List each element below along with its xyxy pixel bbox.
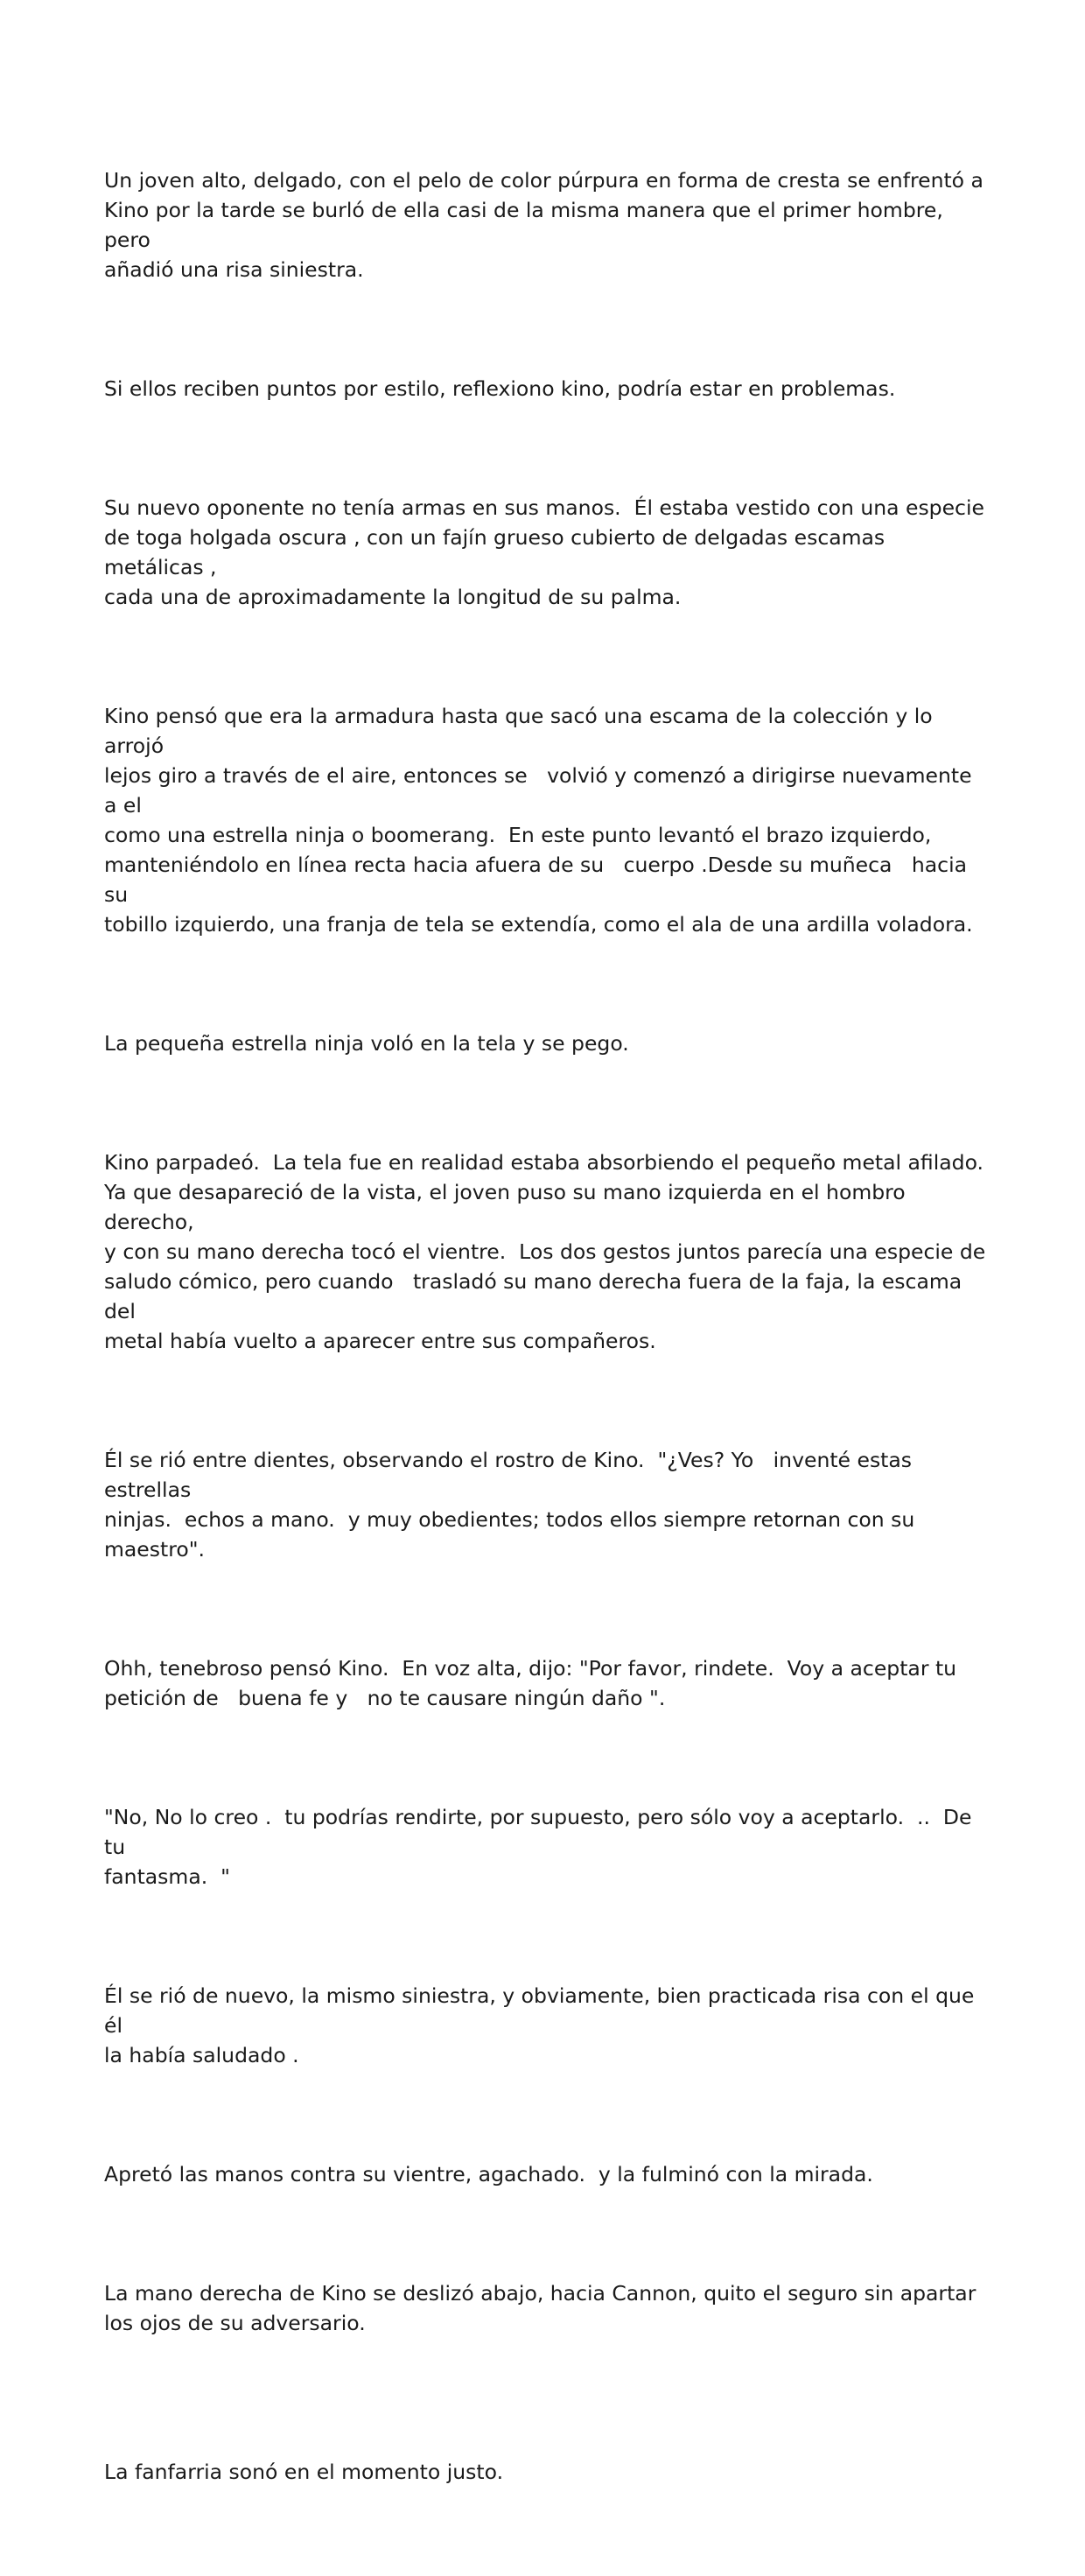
- paragraph: Él se rió de nuevo, la mismo siniestra, y obviamente, bien practicada risa con el que él la había saludado .: [104, 1983, 975, 2067]
- paragraph: Ohh, tenebroso pensó Kino. En voz alta, dijo: "Por favor, rindete. Voy a aceptar tu petición de buena fe y no te causare ningún daño ".: [104, 1656, 957, 1710]
- paragraph: Apretó las manos contra su vientre, agachado. y la fulminó con la mirada.: [104, 2162, 873, 2186]
- body-text: [104, 106, 988, 2576]
- paragraph: Kino parpadeó. La tela fue en realidad estaba absorbiendo el pequeño metal afilado. Ya que desapareció de la vista, el joven puso su mano izquierda en el hombro derecho, y con su mano derecha tocó el vientre. Los dos gestos juntos parecía una especie de saludo cómico, pero cuando trasladó su mano derecha fuera de la faja, la escama del metal había vuelto a aparecer entre sus compañeros.: [104, 1150, 986, 1353]
- paragraph: La pequeña estrella ninja voló en la tela y se pego.: [104, 1031, 629, 1056]
- paragraph: La fanfarria sonó en el momento justo.: [104, 2460, 504, 2484]
- paragraph: Un joven alto, delgado, con el pelo de color púrpura en forma de cresta se enfrentó a Kino por la tarde se burló de ella casi de la misma manera que el primer hombre, pero añadió una risa siniestra.: [104, 168, 984, 282]
- paragraph: Kino pensó que era la armadura hasta que sacó una escama de la colección y lo arrojó lejos giro a través de el aire, entonces se volvió y comenzó a dirigirse nuevamente a el como una estrella ninja o boomerang. En este punto levantó el brazo izquierdo, manteniéndolo en línea recta hacia afuera de su cuerpo .Desde su muñeca hacia su tobillo izquierdo, una franja de tela se extendía, como el ala de una ardilla voladora.: [104, 704, 973, 937]
- paragraph: La mano derecha de Kino se deslizó abajo, hacia Cannon, quito el seguro sin apartar los ojos de su adversario.: [104, 2281, 976, 2335]
- paragraph: Él se rió entre dientes, observando el rostro de Kino. "¿Ves? Yo inventé estas estrellas ninjas. echos a mano. y muy obedientes; todos ellos siempre retornan con su maestro".: [104, 1448, 915, 1562]
- paragraph: Su nuevo oponente no tenía armas en sus manos. Él estaba vestido con una especie de toga holgada oscura , con un fajín grueso cubierto de delgadas escamas metálicas , cada una de aproximadamente la longitud de su palma.: [104, 495, 984, 609]
- paragraph: "No, No lo creo . tu podrías rendirte, por supuesto, pero sólo voy a aceptarlo. .. De tu fantasma. ": [104, 1805, 972, 1889]
- paragraph: Si ellos reciben puntos por estilo, reflexiono kino, podría estar en problemas.: [104, 376, 896, 401]
